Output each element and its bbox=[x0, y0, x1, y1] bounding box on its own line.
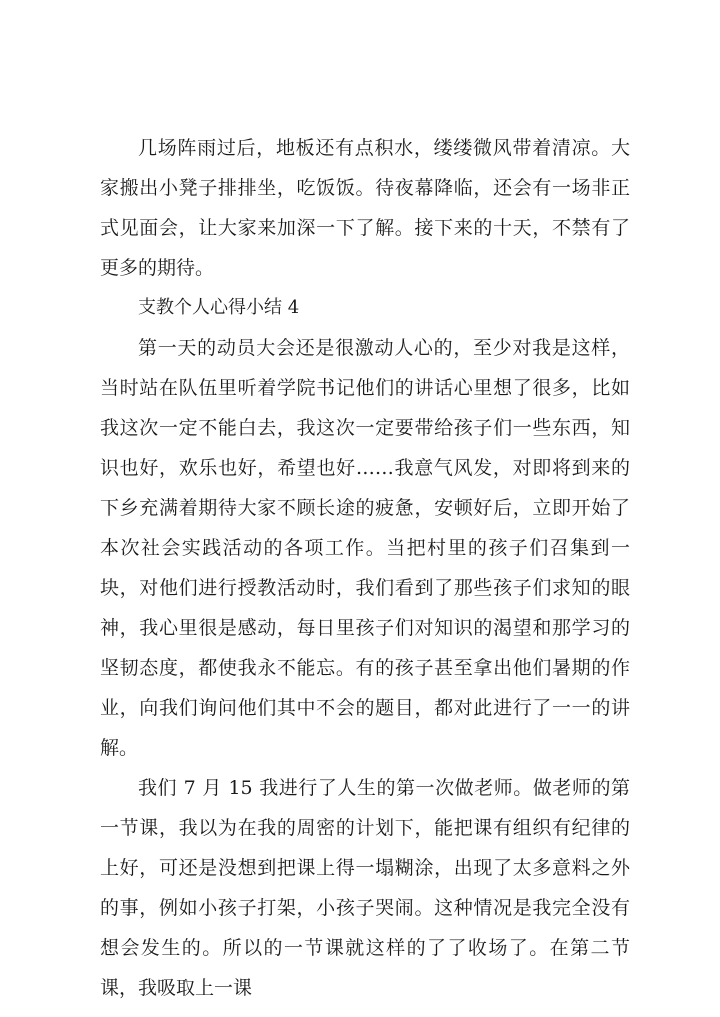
paragraph-3: 我们 7 月 15 我进行了人生的第一次做老师。做老师的第一节课，我以为在我的周密的计划下，能把课有组织有纪律的上好，可还是没想到把课上得一塌糊涂，出现了太多意料之外的事，例如小孩子打架，小孩子哭闹。这种情况是我完全没有想会发生的。所以的一节课就这样的了了收场了。在第二节课，我吸取上一课 bbox=[100, 777, 630, 999]
paragraph-1: 几场阵雨过后，地板还有点积水，缕缕微风带着清凉。大家搬出小凳子排排坐，吃饭饭。待夜幕降临，还会有一场非正式见面会，让大家来加深一下了解。接下来的十天，不禁有了更多的期待。 bbox=[100, 137, 630, 279]
section-heading: 支教个人心得小结 4 bbox=[138, 297, 300, 318]
paragraph-2: 第一天的动员大会还是很激动人心的，至少对我是这样，当时站在队伍里听着学院书记他们的讲话心里想了很多，比如我这次一定不能白去，我这次一定要带给孩子们一些东西，知识也好，欢乐也好，希望也好……我意气风发，对即将到来的下乡充满着期待大家不顾长途的疲惫，安顿好后，立即开始了本次社会实践活动的各项工作。当把村里的孩子们召集到一块，对他们进行授教活动时，我们看到了那些孩子们求知的眼神，我心里很是感动，每日里孩子们对知识的渴望和那学习的坚韧态度，都使我永不能忘。有的孩子甚至拿出他们暑期的作业，向我们询问他们其中不会的题目，都对此进行了一一的讲解。 bbox=[100, 337, 630, 759]
document-body bbox=[100, 128, 630, 1008]
